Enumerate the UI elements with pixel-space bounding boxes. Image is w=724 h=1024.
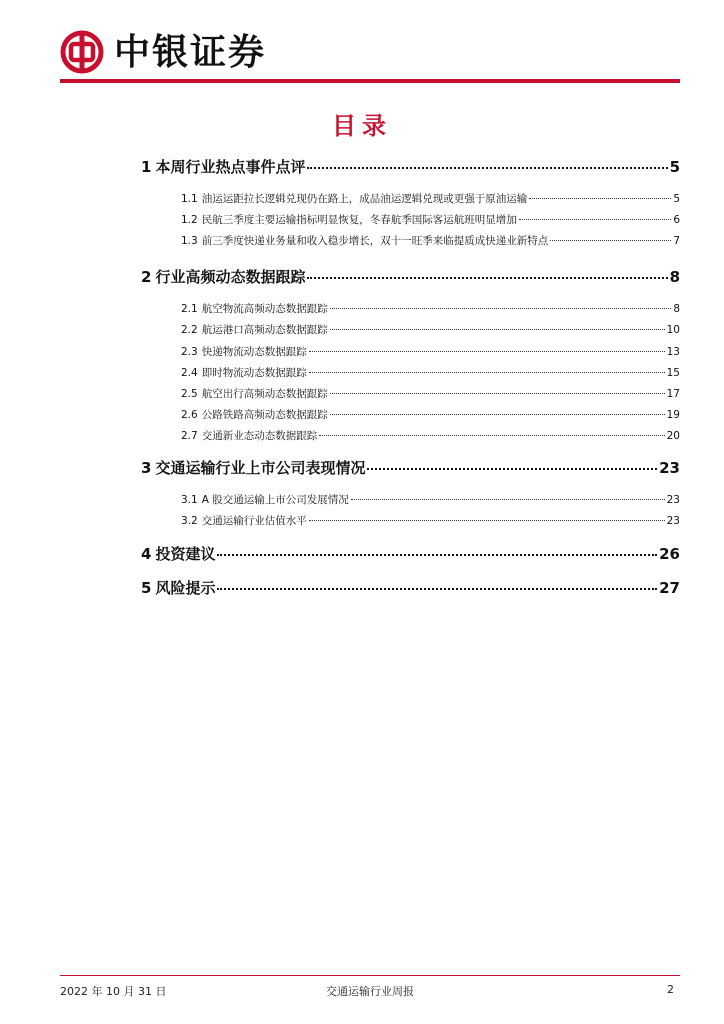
toc-entry[interactable] (141, 543, 680, 564)
footer-page-number: 2 (667, 983, 674, 996)
dot-leader (550, 240, 671, 241)
toc-entry-page: 23 (659, 459, 680, 477)
toc-entry-number: 2.6 (181, 409, 198, 421)
toc-entry[interactable] (181, 428, 680, 443)
dot-leader (330, 393, 665, 394)
toc-entry-page: 23 (666, 494, 680, 506)
toc-entry-label: 交通运输行业估值水平 (201, 515, 307, 527)
toc-entry[interactable] (181, 344, 680, 359)
toc-entry-number: 2 (141, 268, 152, 286)
toc-entry[interactable] (181, 212, 680, 227)
toc-entry-number: 2.3 (181, 346, 198, 358)
page-header (60, 28, 266, 76)
toc-entry-number: 4 (141, 545, 152, 563)
toc-entry-label: 行业高频动态数据跟踪 (155, 268, 306, 286)
dot-leader (217, 588, 657, 590)
footer-date: 2022 年 10 月 31 日 (60, 985, 167, 998)
toc-entry-label: 油运运距拉长逻辑兑现仍在路上，成品油运逻辑兑现或更强于原油运输 (201, 193, 528, 205)
toc-entry-page: 23 (666, 515, 680, 527)
dot-leader (519, 219, 672, 220)
toc-entry-page: 19 (666, 409, 680, 421)
toc-entry-label: 民航三季度主要运输指标明显恢复，冬春航季国际客运航班明显增加 (201, 214, 517, 226)
toc-entry-label: 航空物流高频动态数据跟踪 (201, 303, 328, 315)
dot-leader (330, 329, 665, 330)
toc-title: 目录 (332, 112, 392, 140)
toc-entry-page: 8 (673, 303, 680, 315)
toc-entry-label: 公路铁路高频动态数据跟踪 (201, 409, 328, 421)
dot-leader (307, 167, 667, 169)
toc-entry-page: 10 (666, 324, 680, 336)
toc-entry-number: 2.2 (181, 324, 198, 336)
toc-entry-number: 1.2 (181, 214, 198, 226)
toc-entry[interactable] (141, 457, 680, 478)
toc-entry-number: 2.5 (181, 388, 198, 400)
toc-entry-number: 2.4 (181, 367, 198, 379)
dot-leader (330, 414, 665, 415)
toc-entry-number: 1.3 (181, 235, 198, 247)
toc-entry-label: 快递物流动态数据跟踪 (201, 346, 307, 358)
toc-entry-label: 前三季度快递业务量和收入稳步增长，双十一旺季来临提质成快递业新特点 (201, 235, 549, 247)
dot-leader (330, 308, 672, 309)
toc-entry[interactable] (141, 577, 680, 598)
toc-entry-number: 1.1 (181, 193, 198, 205)
brand-name: 中银证券 (114, 31, 267, 73)
toc-entry-number: 3.2 (181, 515, 198, 527)
dot-leader (529, 198, 671, 199)
toc-entry-label: 交通新业态动态数据跟踪 (201, 430, 318, 442)
dot-leader (309, 520, 665, 521)
toc-entry[interactable] (181, 386, 680, 401)
toc-entry-label: 风险提示 (155, 579, 216, 597)
toc-entry-number: 3.1 (181, 494, 198, 506)
bank-of-china-logo-icon (60, 30, 104, 74)
footer-report-title: 交通运输行业周报 (326, 985, 414, 998)
toc-entry-page: 26 (659, 545, 680, 563)
footer-rule (60, 975, 680, 976)
toc-entry-number: 3 (141, 459, 152, 477)
toc-entry-label: 即时物流动态数据跟踪 (201, 367, 307, 379)
toc-entry-page: 8 (669, 268, 680, 286)
toc-entry[interactable] (181, 301, 680, 316)
toc-entry[interactable] (141, 156, 680, 177)
toc-entry-page: 13 (666, 346, 680, 358)
toc-entry[interactable] (181, 407, 680, 422)
dot-leader (309, 351, 665, 352)
toc-entry-number: 1 (141, 158, 152, 176)
toc-entry[interactable] (181, 365, 680, 380)
toc-entry-label: 航空出行高频动态数据跟踪 (201, 388, 328, 400)
toc-entry-number: 5 (141, 579, 152, 597)
toc-entry-page: 20 (666, 430, 680, 442)
dot-leader (309, 372, 665, 373)
toc-entry-label: A 股交通运输上市公司发展情况 (201, 494, 349, 506)
dot-leader (307, 277, 667, 279)
toc-entry-label: 本周行业热点事件点评 (155, 158, 306, 176)
toc-entry-number: 2.1 (181, 303, 198, 315)
dot-leader (351, 499, 665, 500)
toc-entry-label: 航运港口高频动态数据跟踪 (201, 324, 328, 336)
toc-entry-page: 7 (673, 235, 680, 247)
toc-entry[interactable] (181, 492, 680, 507)
toc-entry[interactable] (141, 266, 680, 287)
header-rule (60, 79, 680, 83)
dot-leader (217, 554, 657, 556)
toc-entry-page: 27 (659, 579, 680, 597)
toc-entry-page: 15 (666, 367, 680, 379)
toc-entry-label: 投资建议 (155, 545, 216, 563)
toc-entry-page: 5 (673, 193, 680, 205)
toc-entry[interactable] (181, 513, 680, 528)
dot-leader (319, 435, 664, 436)
toc-entry-number: 2.7 (181, 430, 198, 442)
toc-entry-page: 17 (666, 388, 680, 400)
toc-entry-label: 交通运输行业上市公司表现情况 (155, 459, 366, 477)
dot-leader (367, 468, 657, 470)
toc-entry[interactable] (181, 191, 680, 206)
toc-entry[interactable] (181, 233, 680, 248)
toc-entry[interactable] (181, 322, 680, 337)
toc-entry-page: 5 (669, 158, 680, 176)
toc-entry-page: 6 (673, 214, 680, 226)
